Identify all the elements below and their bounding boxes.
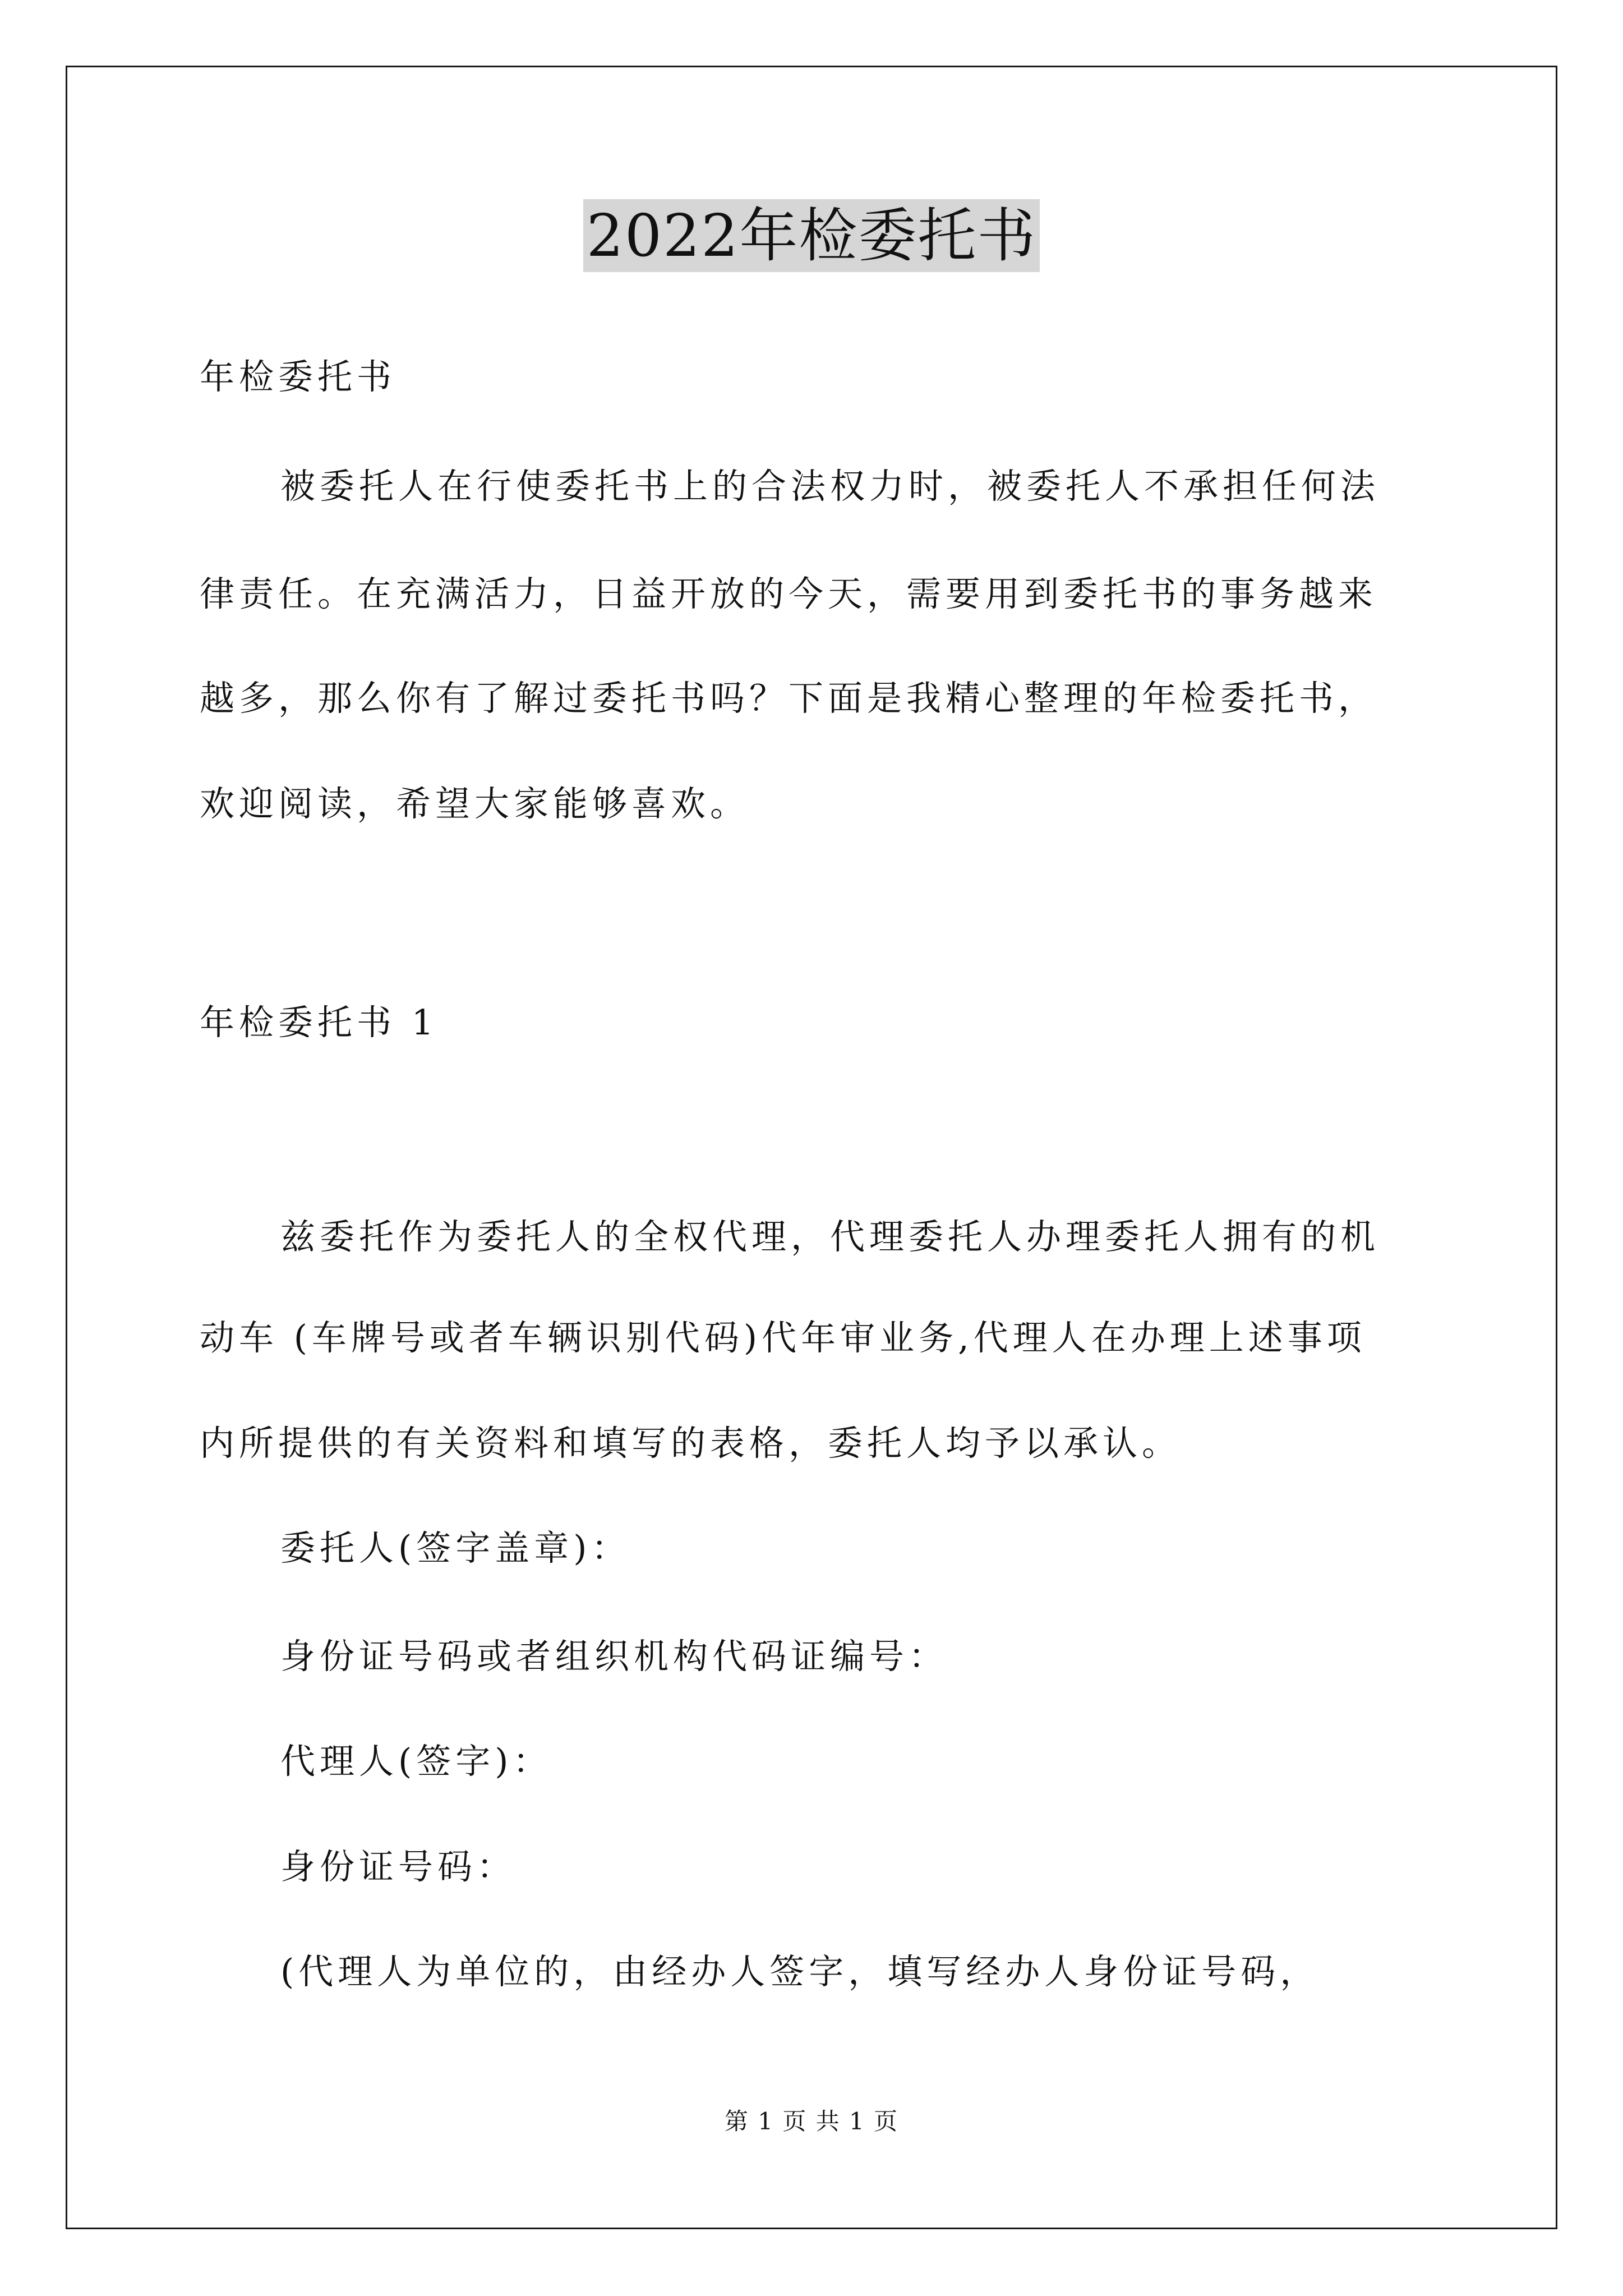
title-container xyxy=(0,199,1623,272)
intro-line-3: 越多，那么你有了解过委托书吗？下面是我精心整理的年检委托书， xyxy=(200,678,1378,719)
field-principal-id: 身份证号码或者组织机构代码证编号： xyxy=(280,1636,948,1677)
field-agent-note: (代理人为单位的，由经办人签字，填写经办人身份证号码， xyxy=(280,1951,1320,1992)
subsection-heading: 年检委托书 1 xyxy=(200,1002,439,1043)
body-line-2: 动车 (车牌号或者车辆识别代码)代年审业务,代理人在办理上述事项 xyxy=(200,1317,1366,1358)
body-line-1: 兹委托作为委托人的全权代理，代理委托人办理委托人拥有的机 xyxy=(280,1216,1380,1257)
intro-line-4: 欢迎阅读，希望大家能够喜欢。 xyxy=(200,783,750,824)
field-agent-signature: 代理人(签字)： xyxy=(280,1741,552,1782)
section-heading: 年检委托书 xyxy=(200,356,396,397)
body-line-3: 内所提供的有关资料和填写的表格，委托人均予以承认。 xyxy=(200,1423,1182,1464)
document-title: 2022年检委托书 xyxy=(583,199,1040,272)
page-footer: 第 1 页 共 1 页 xyxy=(724,2108,899,2135)
intro-line-1: 被委托人在行使委托书上的合法权力时，被委托人不承担任何法 xyxy=(280,466,1380,507)
field-principal-signature: 委托人(签字盖章)： xyxy=(280,1527,631,1568)
intro-line-2: 律责任。在充满活力，日益开放的今天，需要用到委托书的事务越来 xyxy=(200,573,1378,614)
field-agent-id: 身份证号码： xyxy=(280,1846,517,1887)
